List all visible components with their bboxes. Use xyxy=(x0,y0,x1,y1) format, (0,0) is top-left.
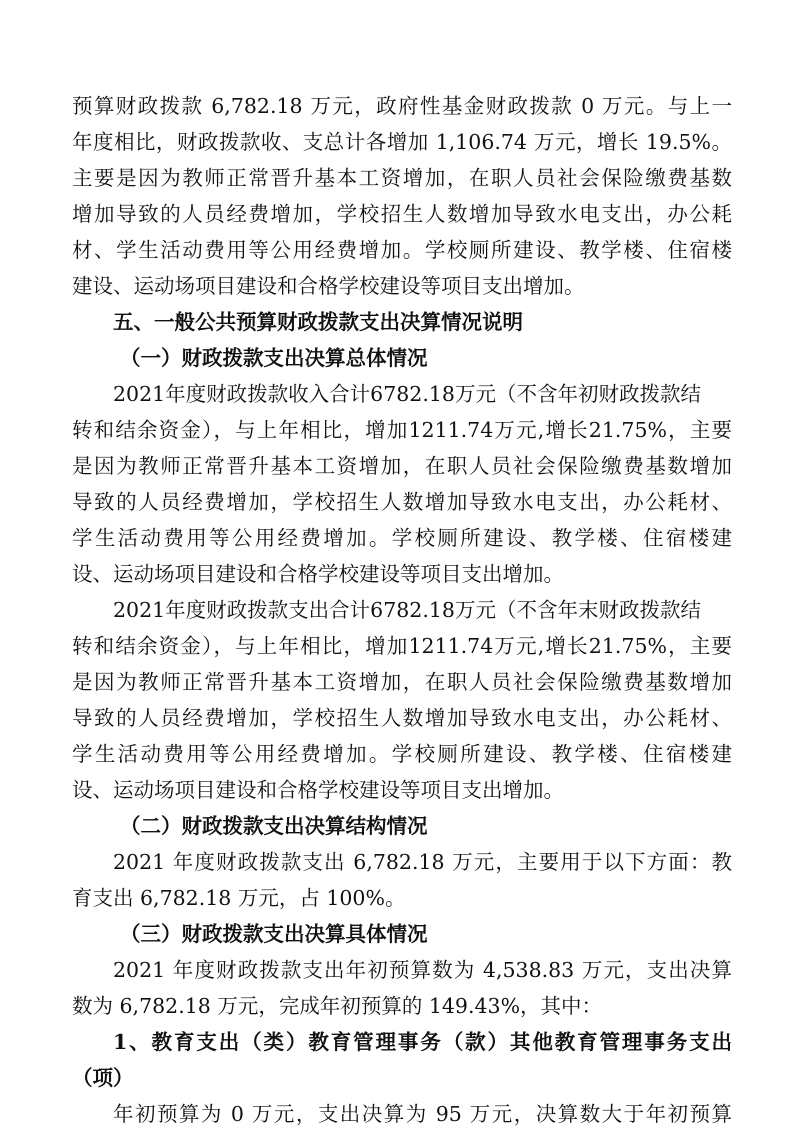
text-line: 2021年度财政拨款收入合计6782.18万元（不含年初财政拨款结 xyxy=(113,382,701,406)
text-line: （一）财政拨款支出决算总体情况 xyxy=(120,346,428,370)
text-line: 年度相比，财政拨款收、支总计各增加 1,106.74 万元，增长 19.5%。 xyxy=(72,130,732,154)
text-line: （二）财政拨款支出决算结构情况 xyxy=(120,814,428,838)
text-line: 2021 年度财政拨款支出 6,782.18 万元，主要用于以下方面：教 xyxy=(113,850,732,874)
text-line: 数为 6,782.18 万元，完成年初预算的 149.43%，其中： xyxy=(72,994,603,1018)
text-line: 导致的人员经费增加，学校招生人数增加导致水电支出，办公耗材、 xyxy=(72,490,732,514)
text-line: 五、一般公共预算财政拨款支出决算情况说明 xyxy=(113,310,523,334)
text-line: 2021 年度财政拨款支出年初预算数为 4,538.83 万元，支出决算 xyxy=(113,958,732,982)
text-line: 学生活动费用等公用经费增加。学校厕所建设、教学楼、住宿楼建 xyxy=(72,526,732,550)
text-line: 设、运动场项目建设和合格学校建设等项目支出增加。 xyxy=(72,562,564,586)
text-line: 转和结余资金），与上年相比，增加1211.74万元,增长21.75%，主要 xyxy=(72,418,732,442)
text-line: （三）财政拨款支出决算具体情况 xyxy=(120,922,428,946)
text-line: 学生活动费用等公用经费增加。学校厕所建设、教学楼、住宿楼建 xyxy=(72,742,732,766)
text-line: 2021年度财政拨款支出合计6782.18万元（不含年末财政拨款结 xyxy=(113,598,701,622)
text-line: 育支出 6,782.18 万元，占 100%。 xyxy=(72,886,406,910)
text-line: 是因为教师正常晋升基本工资增加，在职人员社会保险缴费基数增加 xyxy=(72,670,732,694)
text-line: （项） xyxy=(72,1066,134,1090)
text-line: 1、教育支出（类）教育管理事务（款）其他教育管理事务支出 xyxy=(113,1030,732,1054)
text-line: 导致的人员经费增加，学校招生人数增加导致水电支出，办公耗材、 xyxy=(72,706,732,730)
text-line: 材、学生活动费用等公用经费增加。学校厕所建设、教学楼、住宿楼 xyxy=(72,238,732,262)
text-line: 主要是因为教师正常晋升基本工资增加，在职人员社会保险缴费基数 xyxy=(72,166,732,190)
text-line: 增加导致的人员经费增加，学校招生人数增加导致水电支出，办公耗 xyxy=(72,202,732,226)
text-line: 年初预算为 0 万元，支出决算为 95 万元，决算数大于年初预算 xyxy=(113,1102,732,1126)
text-line: 转和结余资金），与上年相比，增加1211.74万元,增长21.75%，主要 xyxy=(72,634,732,658)
text-line: 是因为教师正常晋升基本工资增加，在职人员社会保险缴费基数增加 xyxy=(72,454,732,478)
text-line: 建设、运动场项目建设和合格学校建设等项目支出增加。 xyxy=(72,274,585,298)
text-line: 预算财政拨款 6,782.18 万元，政府性基金财政拨款 0 万元。与上一 xyxy=(72,94,732,118)
text-line: 设、运动场项目建设和合格学校建设等项目支出增加。 xyxy=(72,778,564,802)
document-page xyxy=(72,88,732,1132)
